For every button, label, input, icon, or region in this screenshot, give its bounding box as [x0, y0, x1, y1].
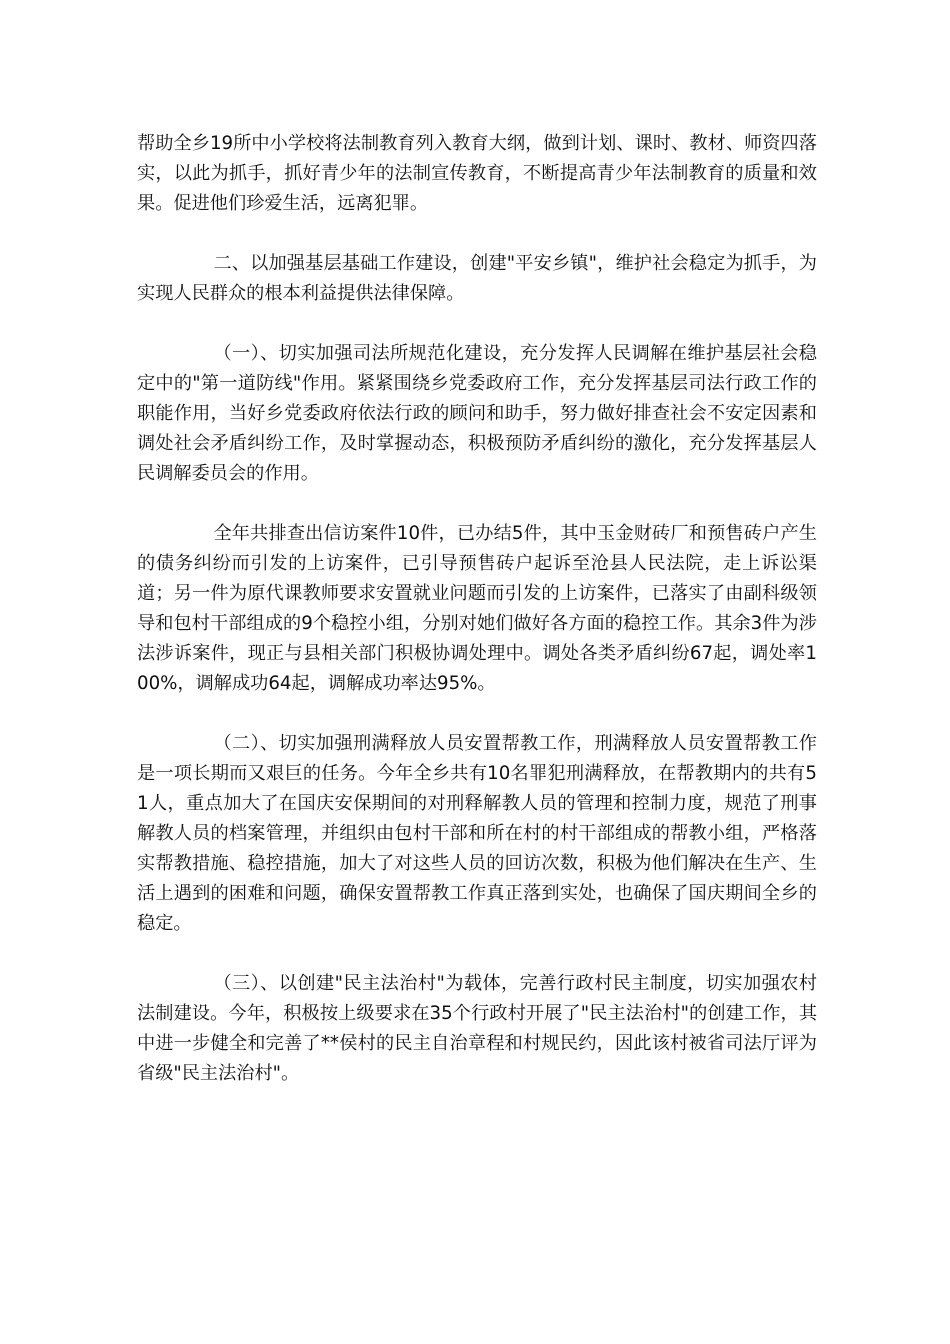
paragraph-subsection-three: （三）、以创建"民主法治村"为载体，完善行政村民主制度，切实加强农村法制建设。今年，积极按上级要求在35个行政村开展了"民主法治村"的创建工作，其中进一步健全和完善了**侯村的民主自治章程和村规民约，因此该村被省司法厅评为省级"民主法治村"。 [137, 973, 817, 1084]
paragraph-petition-cases: 全年共排查出信访案件10件，已办结5件，其中玉金财砖厂和预售砖户产生的债务纠纷而引发的上访案件，已引导预售砖户起诉至沧县人民法院，走上诉讼渠道；另一件为原代课教师要求安置就业问题而引发的上访案件，已落实了由副科级领导和包村干部组成的9个稳控小组，分别对她们做好各方面的稳控工作。其余3件为涉法涉诉案件，现正与县相关部门积极协调处理中。调处各类矛盾纠纷67起，调处率100%，调解成功64起，调解成功率达95%。 [137, 523, 817, 694]
paragraph-law-education: 帮助全乡19所中小学校将法制教育列入教育大纲，做到计划、课时、教材、师资四落实，以此为抓手，抓好青少年的法制宣传教育，不断提高青少年法制教育的质量和效果。促进他们珍爱生活，远离犯罪。 [137, 133, 817, 214]
paragraph-subsection-two: （二）、切实加强刑满释放人员安置帮教工作，刑满释放人员安置帮教工作是一项长期而又艰巨的任务。今年全乡共有10名罪犯刑满释放，在帮教期内的共有51人，重点加大了在国庆安保期间的对刑释解教人员的管理和控制力度，规范了刑事解教人员的档案管理，并组织由包村干部和所在村的村干部组成的帮教小组，严格落实帮教措施、稳控措施，加大了对这些人员的回访次数，积极为他们解决在生产、生活上遇到的困难和问题，确保安置帮教工作真正落到实处，也确保了国庆期间全乡的稳定。 [137, 733, 817, 934]
paragraph-subsection-one: （一）、切实加强司法所规范化建设，充分发挥人民调解在维护基层社会稳定中的"第一道防线"作用。紧紧围绕乡党委政府工作，充分发挥基层司法行政工作的职能作用，当好乡党委政府依法行政的顾问和助手，努力做好排查社会不安定因素和调处社会矛盾纠纷工作，及时掌握动态，积极预防矛盾纠纷的激化，充分发挥基层人民调解委员会的作用。 [137, 343, 817, 484]
document-body [137, 129, 817, 1119]
paragraph-section-two-heading: 二、以加强基层基础工作建设，创建"平安乡镇"，维护社会稳定为抓手，为实现人民群众的根本利益提供法律保障。 [137, 253, 817, 304]
